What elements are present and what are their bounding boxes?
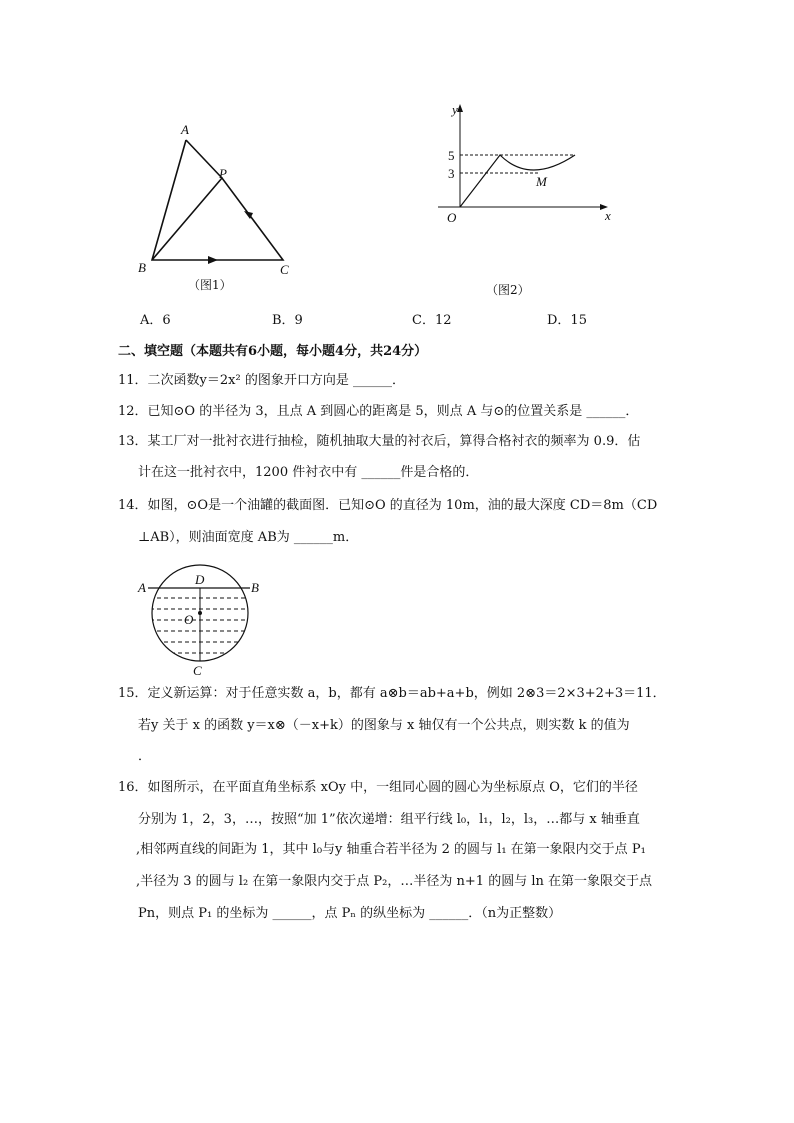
question-15-cont: 若y 关于 x 的函数 y＝x⊗（－x+k）的图象与 x 轴仅有一个公共点，则实数 k 的值为 xyxy=(138,718,630,733)
label-d: D xyxy=(195,572,205,587)
figure-1-caption: （图1） xyxy=(188,278,232,292)
label-c: C xyxy=(280,262,289,277)
label-c: C xyxy=(193,663,202,678)
option-c: C．12 xyxy=(412,313,452,328)
label-a: A xyxy=(138,580,146,595)
question-16: 16．如图所示，在平面直角坐标系 xOy 中，一组同心圆的圆心为坐标原点 O，它们的半径 xyxy=(118,780,638,795)
axis-y-label: y xyxy=(452,102,458,117)
question-13-cont: 计在这一批衬衣中，1200 件衬衣中有 ______件是合格的． xyxy=(138,465,479,480)
question-16-line3: ,相邻两直线的间距为 1，其中 l₀与y 轴重合若半径为 2 的圆与 l₁ 在第一象限内交于点 P₁ xyxy=(136,842,646,857)
question-16-line5: Pn，则点 P₁ 的坐标为 ______，点 Pₙ 的纵坐标为 ______．（n为正整数） xyxy=(138,906,562,921)
question-11: 11．二次函数y＝2x² 的图象开口方向是 ______． xyxy=(118,373,405,388)
tick-3: 3 xyxy=(448,166,455,181)
question-13: 13．某工厂对一批衬衣进行抽检，随机抽取大量的衬衣后，算得合格衬衣的频率为 0.9．估 xyxy=(118,434,641,449)
figure-1-triangle xyxy=(138,122,289,277)
label-o: O xyxy=(184,612,194,627)
arrow-icon xyxy=(208,256,218,264)
question-12: 12．已知⊙O 的半径为 3，且点 A 到圆心的距离是 5，则点 A 与⊙的位置关系是 ______． xyxy=(118,404,639,419)
question-14: 14．如图，⊙O是一个油罐的截面图．已知⊙O 的直径为 10m，油的最大深度 CD＝8m（CD xyxy=(118,498,658,513)
origin-label: O xyxy=(447,210,457,225)
section-header: 二、填空题（本题共有6小题，每小题4分，共24分） xyxy=(118,344,428,359)
axis-x-label: x xyxy=(605,208,611,223)
tick-5: 5 xyxy=(448,148,455,163)
label-b: B xyxy=(138,260,146,275)
option-a: A．6 xyxy=(140,313,171,328)
figure-14-circle xyxy=(137,565,259,678)
option-d: D．15 xyxy=(547,313,587,328)
figure-2-graph xyxy=(438,102,611,225)
question-14-cont: ⊥AB），则油面宽度 AB为 ______m． xyxy=(138,530,359,545)
label-a: A xyxy=(181,122,189,137)
figure-2-caption: （图2） xyxy=(486,283,530,297)
option-b: B．9 xyxy=(272,313,303,328)
question-16-line2: 分别为 1，2，3，…，按照“加 1”依次递增：组平行线 l₀，l₁，l₂，l₃，…都与 x 轴垂直 xyxy=(138,812,640,827)
label-p: P xyxy=(219,166,227,181)
question-16-line4: ,半径为 3 的圆与 l₂ 在第一象限内交于点 P₂，…半径为 n+1 的圆与 ln 在第一象限交于点 xyxy=(136,874,652,889)
point-m-label: M xyxy=(536,174,547,189)
label-b: B xyxy=(251,580,259,595)
question-15-end: ． xyxy=(138,749,152,764)
question-15: 15．定义新运算：对于任意实数 a，b，都有 a⊗b＝ab+a+b，例如 2⊗3＝2×3+2+3＝11． xyxy=(118,686,666,701)
